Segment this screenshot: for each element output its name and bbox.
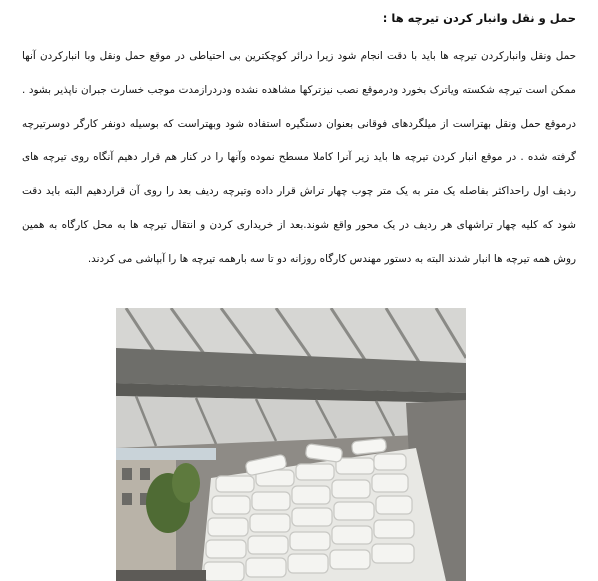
sky-patch (116, 448, 216, 460)
section-paragraph: حمل ونقل وانبارکردن تیرچه ها باید با دقت انجام شود زیرا درائر کوچکترین بی احتیاطی در موقع حمل ونقل وبا انبارکردن آنها ممکن است تیرچه شکسته ویاترک بخورد ودرموقع نصب نیزترکها مشاهده نشده ودردرازمدت موجب خسارت جبران ناپذیر بشود . درموقع حمل ونقل بهتراست از میلگردهای فوقانی بعنوان دستگیره استفاده شود وبهتراست که بوسیله دونفر کارگر دوسرتیرچه گرفته شده . در موقع انبار کردن تیرچه ها باید زیر آنرا کاملا مسطح نموده وآنها را در کنار هم قرار دهیم آنگاه روی تیرچه های ردیف اول راحداکثر بفاصله یک متر به یک متر چوب چهار تراش قرار داده وتیرچه ردیف بعد را روی آن قراردهیم البته باید دقت شود که کلیه چهار تراشهای هر ردیف در یک محور واقع شوند.بعد از خریداری کردن و انتقال تیرچه ها به محل کارگاه به همین روش همه تیرچه ها انبار شدند البته به دستور مهندس کارگاه روزانه دو تا سه بارهمه تیرچه ها را آبپاشی می کردند. (22, 50, 576, 265)
construction-photo (116, 308, 466, 581)
section-heading: حمل و نقل وانبار کردن تیرچه ها : (382, 11, 576, 25)
ground-shadow (116, 570, 206, 581)
photo-illustration (116, 308, 466, 581)
